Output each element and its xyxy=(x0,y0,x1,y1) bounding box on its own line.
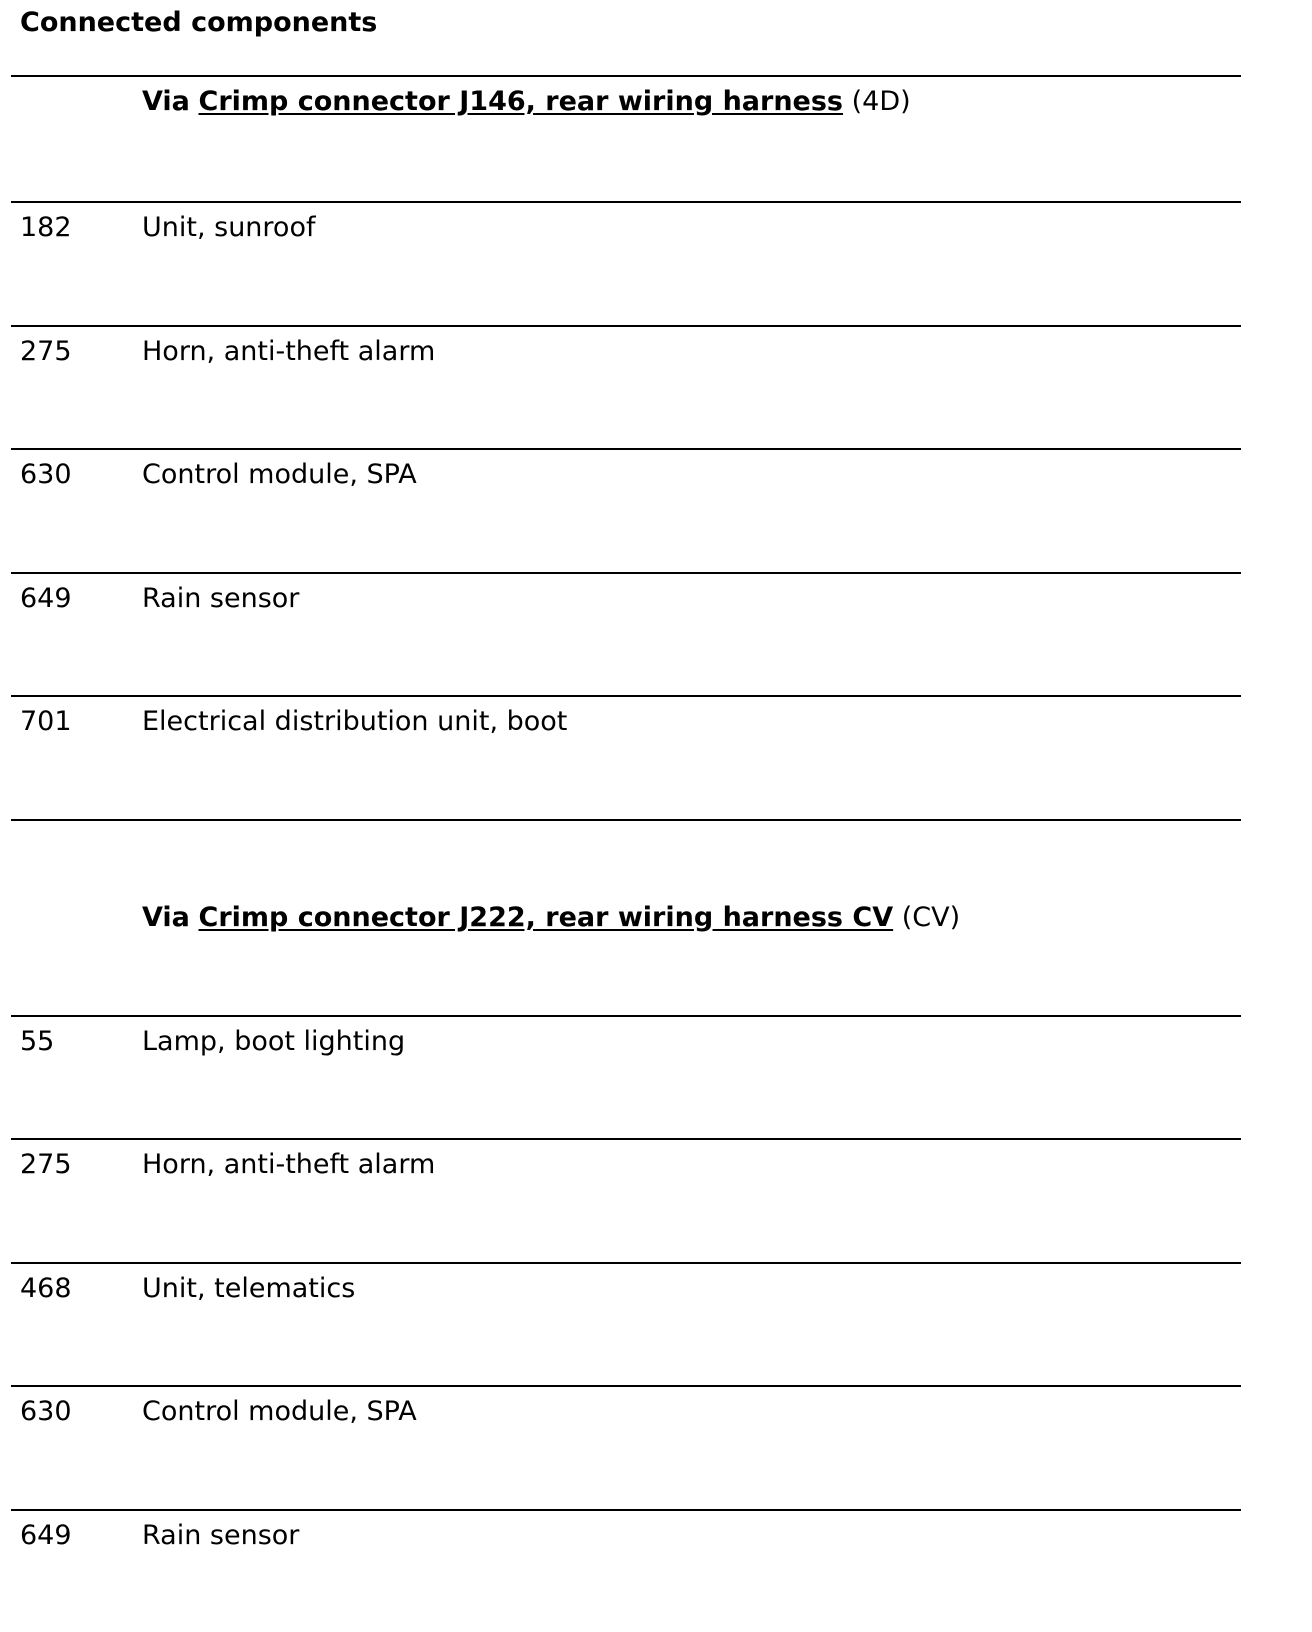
component-description: Unit, sunroof xyxy=(142,211,315,245)
component-number: 649 xyxy=(20,582,72,616)
component-number: 649 xyxy=(20,1519,72,1553)
table-row xyxy=(11,1509,1241,1632)
table-row xyxy=(11,1138,1241,1262)
component-number: 630 xyxy=(20,458,72,492)
table-row xyxy=(11,695,1241,819)
via-label: Via xyxy=(142,86,190,117)
table-row xyxy=(11,572,1241,696)
page-title: Connected components xyxy=(20,6,377,40)
component-number: 55 xyxy=(20,1025,54,1059)
table-row xyxy=(11,448,1241,572)
group-header-text xyxy=(142,85,911,119)
component-description: Rain sensor xyxy=(142,582,299,616)
table-row xyxy=(11,201,1241,325)
component-number: 275 xyxy=(20,335,72,369)
component-description: Control module, SPA xyxy=(142,458,417,492)
component-number: 275 xyxy=(20,1148,72,1182)
crimp-connector-j222-link[interactable]: Crimp connector J222, rear wiring harness CV xyxy=(199,902,894,933)
group-header-text xyxy=(142,901,960,935)
component-description: Rain sensor xyxy=(142,1519,299,1553)
table-row xyxy=(11,1385,1241,1509)
table-row xyxy=(11,1262,1241,1386)
component-number: 630 xyxy=(20,1395,72,1429)
crimp-connector-j146-link[interactable]: Crimp connector J146, rear wiring harness xyxy=(199,86,844,117)
table-row xyxy=(11,1015,1241,1139)
component-description: Lamp, boot lighting xyxy=(142,1025,405,1059)
component-description: Control module, SPA xyxy=(142,1395,417,1429)
component-number: 701 xyxy=(20,705,72,739)
group-header-j146 xyxy=(11,75,1241,201)
component-number: 468 xyxy=(20,1272,72,1306)
table-row xyxy=(11,325,1241,449)
connected-components-table xyxy=(11,75,1241,1632)
component-number: 182 xyxy=(20,211,72,245)
component-description: Horn, anti-theft alarm xyxy=(142,335,435,369)
component-description: Electrical distribution unit, boot xyxy=(142,705,567,739)
variant-suffix: (CV) xyxy=(902,902,960,933)
component-description: Unit, telematics xyxy=(142,1272,355,1306)
group-header-j222 xyxy=(11,819,1241,1015)
via-label: Via xyxy=(142,902,190,933)
variant-suffix: (4D) xyxy=(852,86,911,117)
component-description: Horn, anti-theft alarm xyxy=(142,1148,435,1182)
